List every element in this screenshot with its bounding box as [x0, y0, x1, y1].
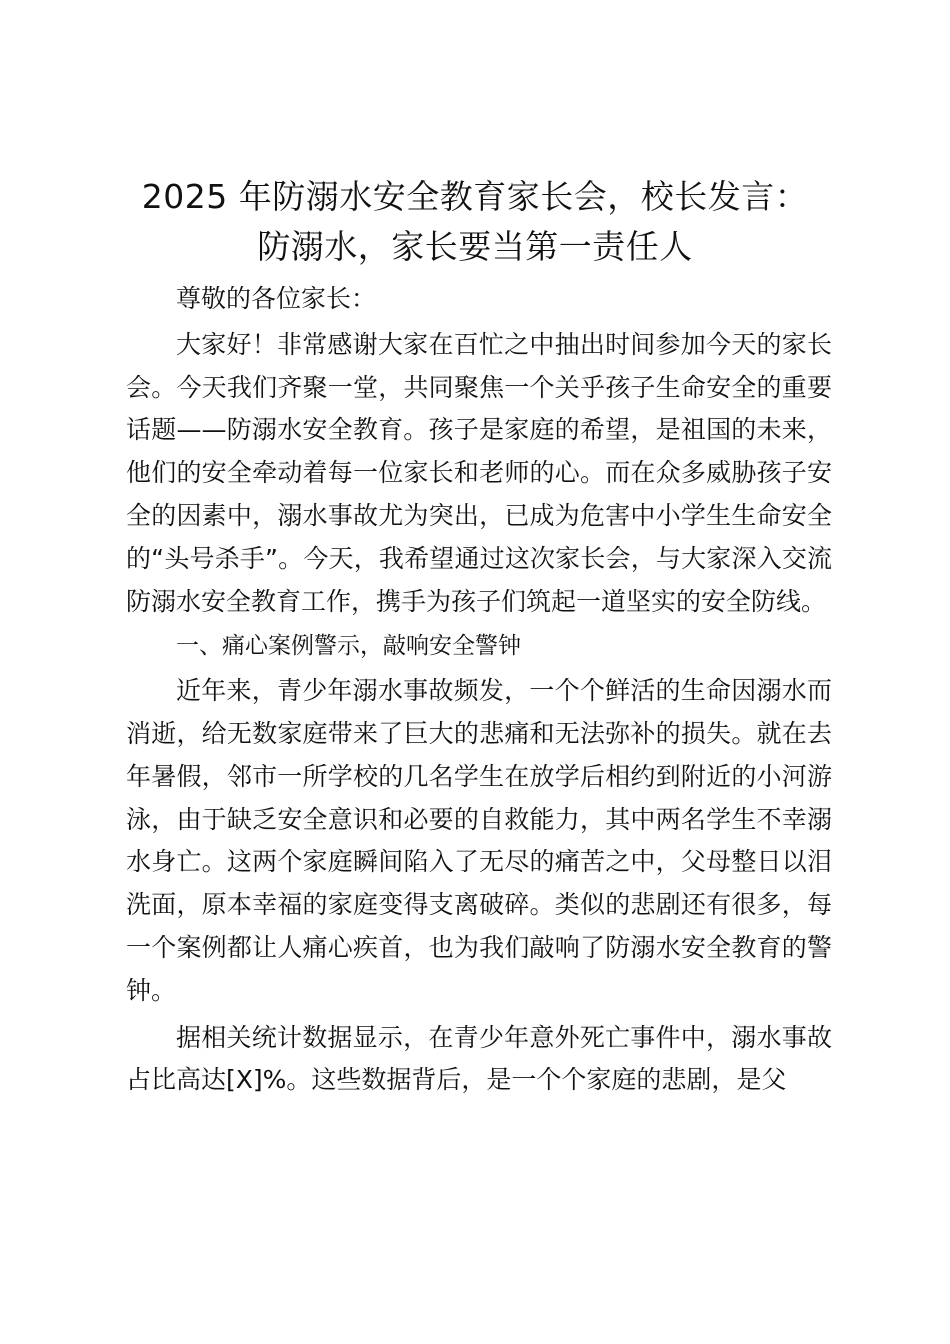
- document-body: [126, 278, 832, 1102]
- paragraph-case: 近年来，青少年溺水事故频发，一个个鲜活的生命因溺水而消逝，给无数家庭带来了巨大的悲痛和无法弥补的损失。就在去年暑假，邻市一所学校的几名学生在放学后相约到附近的小河游泳，由于缺乏安全意识和必要的自救能力，其中两名学生不幸溺水身亡。这两个家庭瞬间陷入了无尽的痛苦之中，父母整日以泪洗面，原本幸福的家庭变得支离破碎。类似的悲剧还有很多，每一个案例都让人痛心疾首，也为我们敲响了防溺水安全教育的警钟。: [126, 676, 832, 1005]
- title-line-1: 2025 年防溺水安全教育家长会，校长发言：: [141, 177, 809, 216]
- paragraph-statistics: 据相关统计数据显示，在青少年意外死亡事件中，溺水事故占比高达[X]%。这些数据背后，是一个个家庭的悲剧，是父: [126, 1022, 832, 1095]
- title-line-2: 防溺水，家长要当第一责任人: [257, 227, 693, 266]
- paragraph-intro: 大家好！非常感谢大家在百忙之中抽出时间参加今天的家长会。今天我们齐聚一堂，共同聚焦一个关乎孩子生命安全的重要话题——防溺水安全教育。孩子是家庭的希望，是祖国的未来，他们的安全牵动着每一位家长和老师的心。而在众多威胁孩子安全的因素中，溺水事故尤为突出，已成为危害中小学生生命安全的“头号杀手”。今天，我希望通过这次家长会，与大家深入交流防溺水安全教育工作，携手为孩子们筑起一道坚实的安全防线。: [126, 329, 832, 616]
- document-title: [60, 172, 890, 272]
- salutation: 尊敬的各位家长：: [176, 284, 377, 313]
- section-heading: 一、痛心案例警示，敲响安全警钟: [176, 633, 521, 660]
